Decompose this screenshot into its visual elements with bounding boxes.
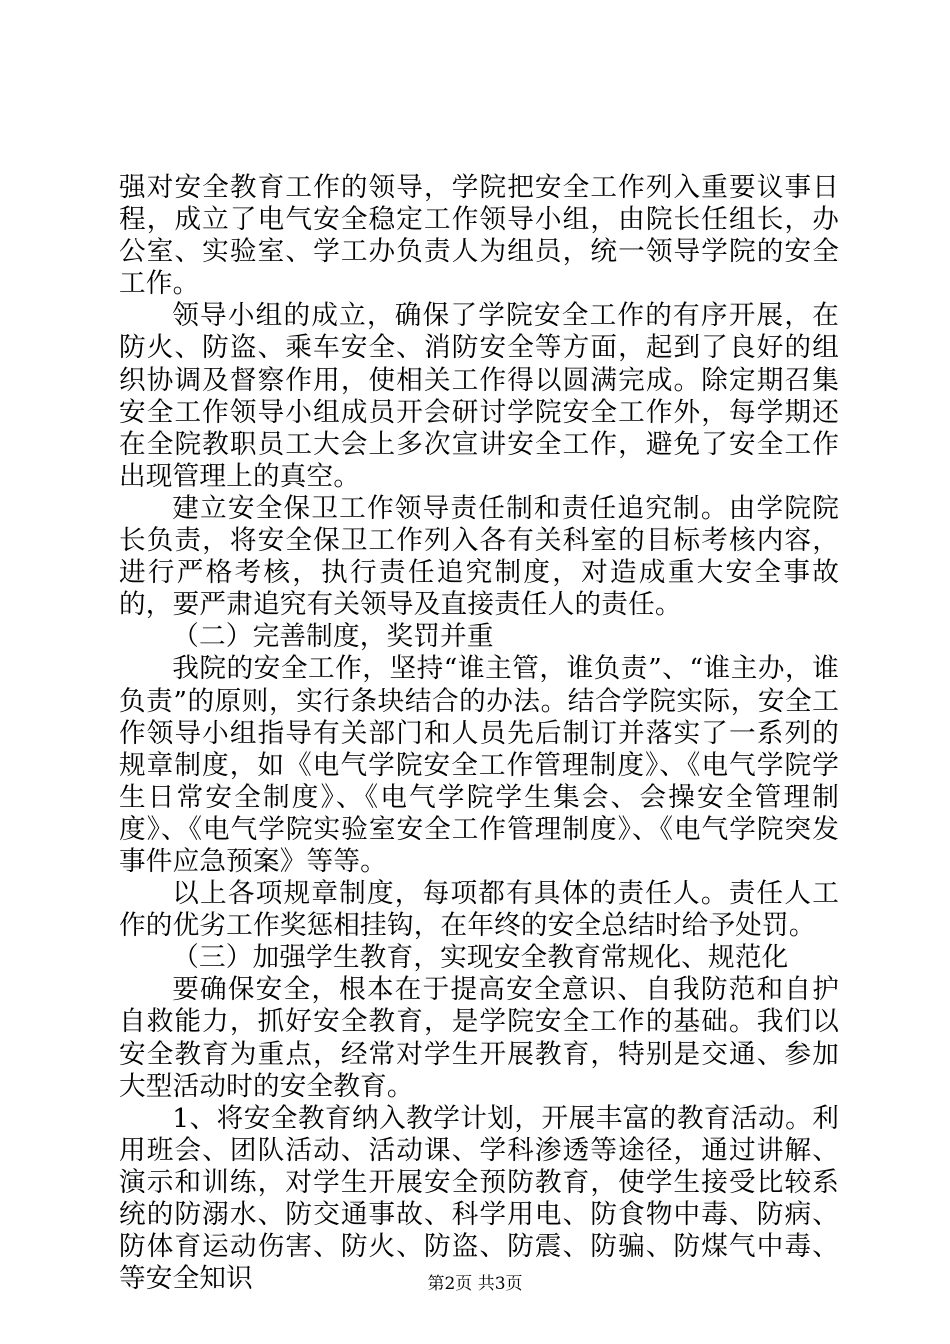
paragraph-3: 建立安全保卫工作领导责任制和责任追究制。由学院院长负责，将安全保卫工作列入各有关科室的目标考核内容，进行严格考核，执行责任追究制度，对造成重大安全事故的，要严肃追究有关领导及直接责任人的责任。 <box>119 492 839 621</box>
paragraph-4: 我院的安全工作，坚持“谁主管，谁负责”、“谁主办，谁负责”的原则，实行条块结合的办法。结合学院实际，安全工作领导小组指导有关部门和人员先后制订并落实了一系列的规章制度，如《电气学院安全工作管理制度》、《电气学院学生日常安全制度》、《电气学院学生集会、会操安全管理制度》、《电气学院实验室安全工作管理制度》、《电气学院突发事件应急预案》等等。 <box>119 653 839 877</box>
page-number-label: 第2页 共3页 <box>427 1274 523 1294</box>
paragraph-7: 1、将安全教育纳入教学计划，开展丰富的教育活动。利用班会、团队活动、活动课、学科渗透等途径，通过讲解、演示和训练，对学生开展安全预防教育，使学生接受比较系统的防溺水、防交通事故、科学用电、防食物中毒、防病、防体育运动伤害、防火、防盗、防震、防骗、防煤气中毒、等安全知识 <box>119 1102 839 1295</box>
section-heading-2: （二）完善制度，奖罚并重 <box>172 621 494 653</box>
paragraph-2: 领导小组的成立，确保了学院安全工作的有序开展，在防火、防盗、乘车安全、消防安全等方面，起到了良好的组织协调及督察作用，使相关工作得以圆满完成。除定期召集安全工作领导小组成员开会研讨学院安全工作外，每学期还在全院教职员工大会上多次宣讲安全工作，避免了安全工作出现管理上的真空。 <box>119 300 839 492</box>
document-body <box>119 172 839 1295</box>
page-footer <box>0 1274 950 1294</box>
paragraph-1: 强对安全教育工作的领导，学院把安全工作列入重要议事日程，成立了电气安全稳定工作领导小组，由院长任组长，办公室、实验室、学工办负责人为组员，统一领导学院的安全工作。 <box>119 172 839 300</box>
paragraph-5: 以上各项规章制度，每项都有具体的责任人。责任人工作的优劣工作奖惩相挂钩，在年终的安全总结时给予处罚。 <box>119 878 839 942</box>
section-heading-3: （三）加强学生教育，实现安全教育常规化、规范化 <box>172 942 789 974</box>
paragraph-6: 要确保安全，根本在于提高安全意识、自我防范和自护自救能力，抓好安全教育，是学院安全工作的基础。我们以安全教育为重点，经常对学生开展教育，特别是交通、参加大型活动时的安全教育。 <box>119 974 839 1102</box>
